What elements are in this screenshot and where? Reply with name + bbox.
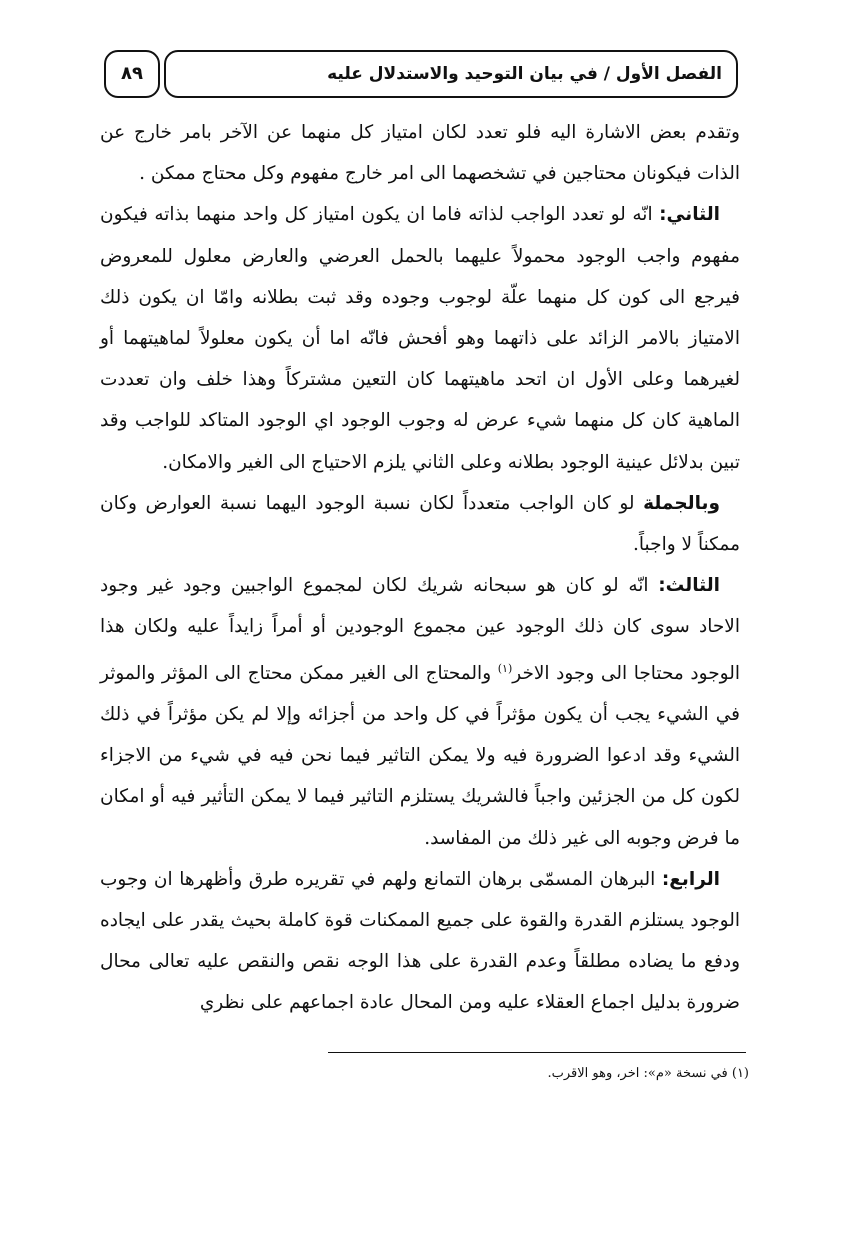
paragraph-5-text: البرهان المسمّى برهان التمانع ولهم في تقريره طرق وأظهرها ان وجوب الوجود يستلزم القدرة والقوة على جميع الممكنات قوة كاملة بحيث يقدر على ايجاده ودفع ما يضاده مطلقاً وعدم القدرة على هذا الوجه نقص والنقص عليه تعالى محال ضرورة بدليل اجماع العقلاء عليه ومن المحال عادة اجماعهم على نظري (100, 868, 740, 1014)
paragraph-3 (100, 483, 740, 565)
running-header (104, 50, 740, 102)
footnote: (١) في نسخة «م»: اخر، وهو الاقرب. (547, 1066, 749, 1081)
paragraph-4-text-a: انّه لو كان هو سبحانه شريك لكان لمجموع الواجبين وجود غير وجود الاحاد سوى كان ذلك الوجود عين مجموع الوجودين أو أمراً زايداً عليه ولكان هذا الوجود محتاجا الى وجود الاخر (100, 575, 740, 684)
paragraph-1-text: وتقدم بعض الاشارة اليه فلو تعدد لكان امتياز كل منهما عن الآخر بامر خارج عن الذات فيكونان محتاجين في تشخصهما الى امر خارج مفهوم وكل محتاج ممكن . (100, 122, 740, 185)
paragraph-2-text: انّه لو تعدد الواجب لذاته فاما ان يكون امتياز كل واحد منهما بذاته فيكون مفهوم واجب الوجود محمولاً عليهما بالحمل العرضي والعارض معلول للمعروض فيرجع الى كون كل منهما علّة لوجوب وجوده وقد ثبت بطلانه وامّا ان يكون ذلك الامتياز بالامر الزائد على ذاتهما وهو أفحش فانّه اما أن يكون معلولاً لماهيتهما أو لغيرهما وعلى الأول ان اتحد ماهيتهما كان التعين مشتركاً وهذا خلف وان تعددت الماهية كان كل منهما شيء عرض له وجوب الوجود اي الوجود المتاكد للواجب وقد تبين بدلائل عينية الوجود بطلانه وعلى الثاني يلزم الاحتياج الى الغير والامكان. (100, 204, 740, 473)
page-number: ٨٩ (104, 50, 160, 98)
footnote-reference: (١) (497, 661, 513, 675)
footnote-divider (328, 1052, 746, 1053)
paragraph-4-lead: الثالث: (658, 575, 720, 597)
paragraph-1 (100, 112, 740, 194)
chapter-title: الفصل الأول / في بيان التوحيد والاستدلال عليه (327, 64, 722, 84)
paragraph-2-lead: الثاني: (659, 204, 720, 226)
paragraph-3-text: لو كان الواجب متعدداً لكان نسبة الوجود اليهما نسبة العوارض وكان ممكناً لا واجباً. (100, 492, 740, 556)
paragraph-4 (100, 565, 740, 859)
header-title-frame (164, 50, 738, 98)
paragraph-2 (100, 194, 740, 482)
paragraph-3-lead: وبالجملة (643, 492, 720, 514)
main-text (100, 112, 740, 1024)
paragraph-5 (100, 859, 740, 1024)
paragraph-4-text-b: والمحتاج الى الغير ممكن محتاج الى المؤثر والموثر في الشيء يجب أن يكون مؤثراً في كل واحد من أجزائه وإلا لم يكن مؤثراً في ذلك الشيء وقد ادعوا الضرورة فيه ولا يمكن التاثير فيما نحن فيه في شيء من الاجزاء لكون كل من الجزئين واجباً فالشريك يستلزم التاثير فيما لا يمكن التأثير فيه أو امكان ما فرض وجوبه الى غير ذلك من المفاسد. (100, 662, 740, 849)
paragraph-5-lead: الرابع: (661, 868, 720, 890)
